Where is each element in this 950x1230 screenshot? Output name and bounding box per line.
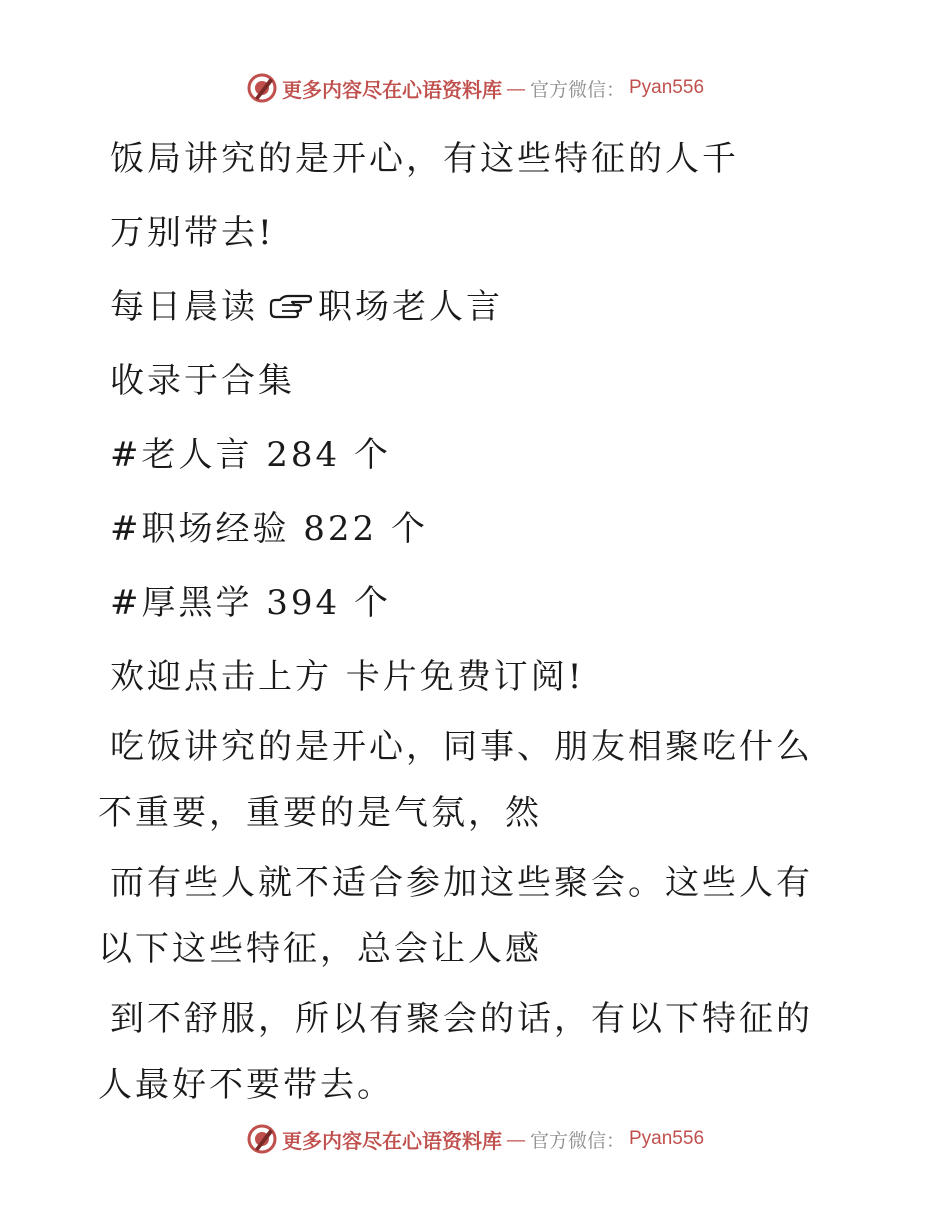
tag-item[interactable]: #厚黑学 394 个 [110,583,391,623]
watermark-account: Pyan556 [629,1128,705,1149]
watermark-separator: — [505,1127,526,1151]
series-prefix: 每日晨读 [110,287,258,327]
collection-label: 收录于合集 [110,361,295,401]
body-paragraph: 吃饭讲究的是开心，同事、朋友相聚吃什么不重要，重要的是气氛，然 [98,727,813,833]
watermark-label: 官方微信： [529,1129,625,1152]
subscribe-prompt: 欢迎点击上方 卡片免费订阅! [110,657,585,697]
watermark-text: 更多内容尽在心语资料库 [281,77,502,102]
watermark-text: 更多内容尽在心语资料库 [281,1128,502,1153]
title-line-2: 万别带去! [110,213,275,253]
body-paragraph: 到不舒服，所以有聚会的话，有以下特征的人最好不要带去。 [98,999,813,1105]
series-name: 职场老人言 [318,287,503,327]
tag-item[interactable]: #老人言 284 个 [110,435,391,475]
footer-watermark [0,1123,950,1155]
pen-circle-logo-icon [246,72,278,104]
watermark-separator: — [505,76,526,100]
tag-item[interactable]: #职场经验 822 个 [110,509,428,549]
title-line-1: 饭局讲究的是开心，有这些特征的人千 [110,139,739,179]
watermark-label: 官方微信： [529,78,625,101]
pen-circle-logo-icon [246,1123,278,1155]
body-paragraph: 而有些人就不适合参加这些聚会。这些人有以下这些特征，总会让人感 [98,863,813,969]
document-body [98,122,838,1118]
pointing-hand-icon [268,292,312,322]
series-line [98,270,838,344]
header-watermark [0,72,950,104]
watermark-account: Pyan556 [629,77,705,98]
